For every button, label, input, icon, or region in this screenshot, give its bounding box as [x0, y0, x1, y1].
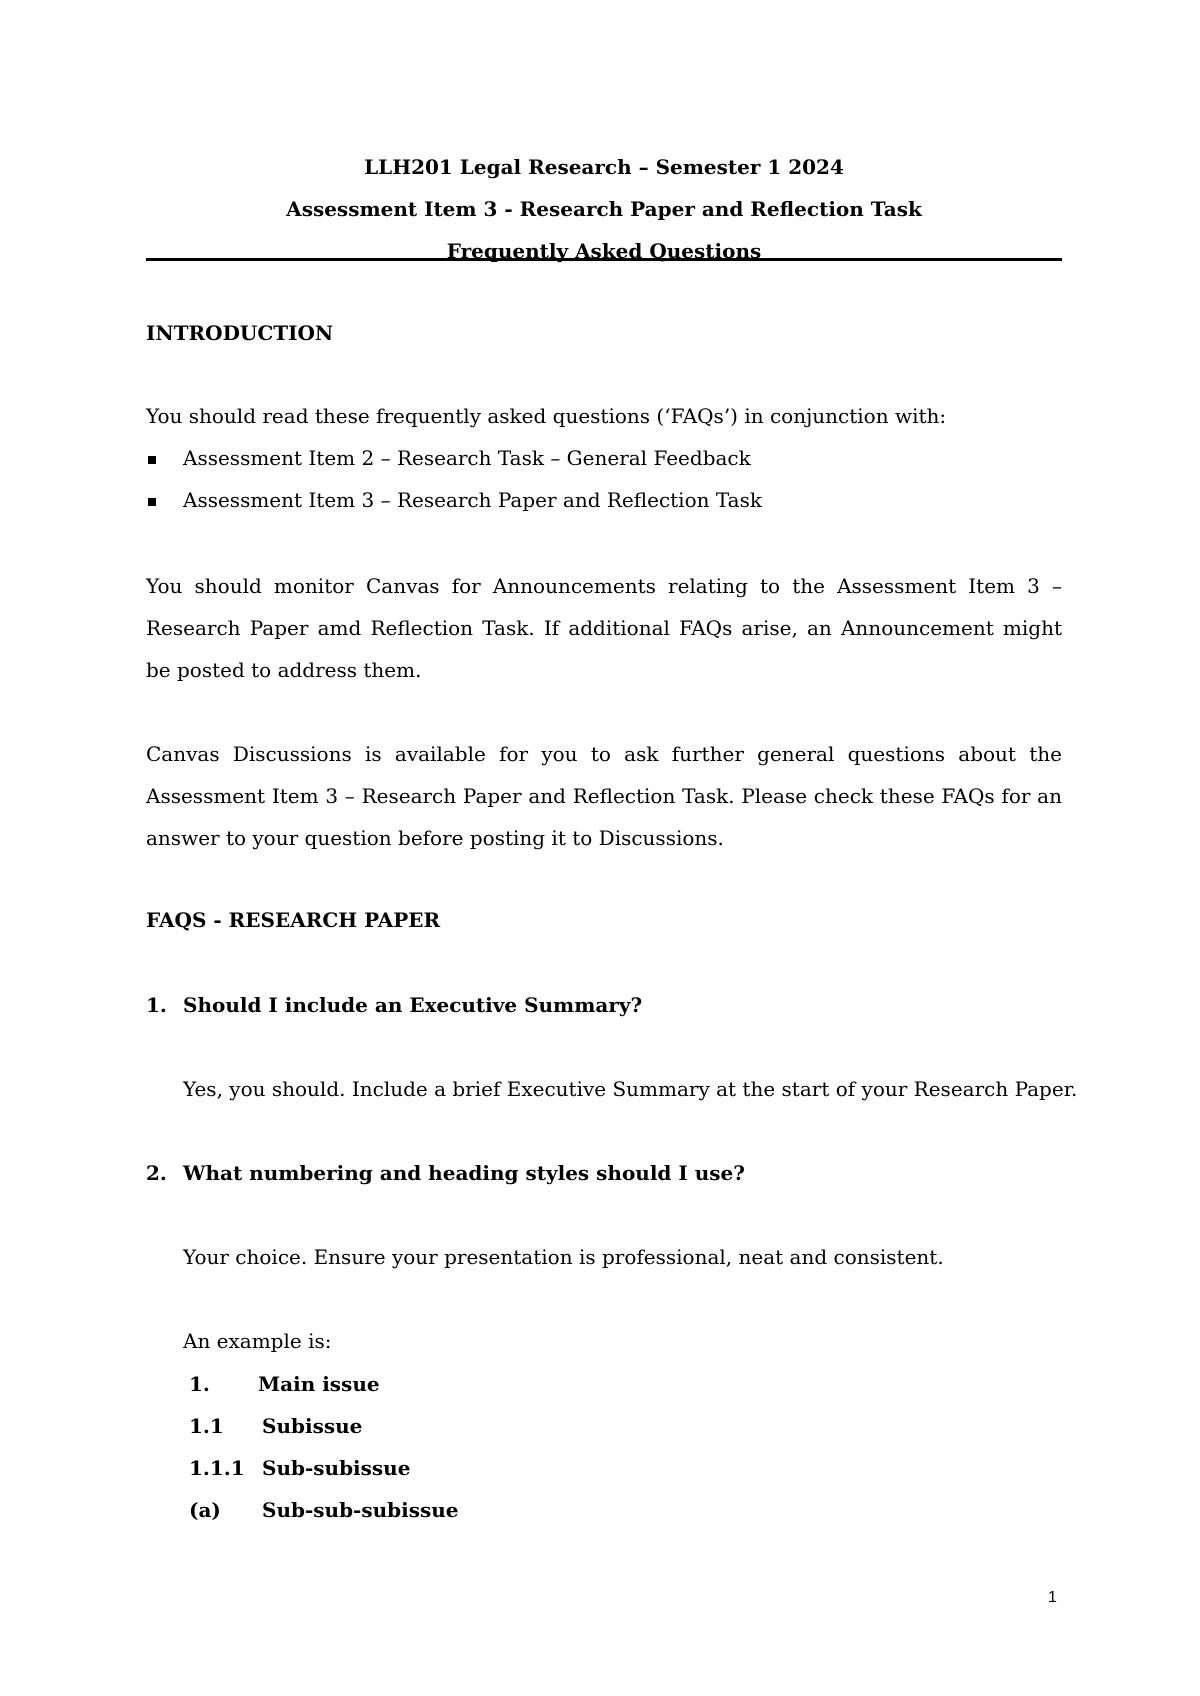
question-number: 2.	[146, 1161, 167, 1185]
bullet-item: Assessment Item 3 – Research Paper and Reflection Task	[183, 488, 762, 512]
bullet-icon	[148, 498, 156, 506]
document-title: LLH201 Legal Research – Semester 1 2024	[364, 155, 844, 179]
example-item-label: Sub-sub-subissue	[262, 1498, 459, 1522]
question-text: What numbering and heading styles should I use?	[183, 1161, 745, 1185]
example-item-number: 1.	[189, 1372, 210, 1396]
paragraph-monitor-canvas: You should monitor Canvas for Announcements relating to the Assessment Item 3 – Research Paper amd Reflection Task. If additional FAQs arise, an Announcement might be posted to address them.	[146, 574, 1062, 682]
example-item-number: (a)	[189, 1498, 221, 1522]
example-intro: An example is:	[183, 1329, 332, 1353]
document-header	[146, 146, 1062, 272]
paragraph-canvas-discussions: Canvas Discussions is available for you to ask further general questions about the Assessment Item 3 – Research Paper and Reflection Task. Please check these FAQs for an answer to your question before posting it to Discussions.	[146, 742, 1062, 850]
answer-text: Yes, you should. Include a brief Executive Summary at the start of your Research Paper.	[183, 1077, 1078, 1101]
document-subtitle: Assessment Item 3 - Research Paper and Reflection Task	[286, 197, 922, 221]
example-item-number: 1.1.1	[189, 1456, 245, 1480]
page-number: 1	[1048, 1589, 1057, 1606]
answer-text: Your choice. Ensure your presentation is professional, neat and consistent.	[183, 1245, 944, 1269]
bullet-item: Assessment Item 2 – Research Task – General Feedback	[183, 446, 751, 470]
document-type: Frequently Asked Questions	[446, 239, 762, 263]
introduction-heading: INTRODUCTION	[146, 321, 334, 345]
example-item-number: 1.1	[189, 1414, 224, 1438]
faqs-heading: FAQS - RESEARCH PAPER	[146, 908, 441, 932]
example-item-label: Subissue	[262, 1414, 363, 1438]
header-divider	[146, 258, 1062, 261]
example-item-label: Sub-subissue	[262, 1456, 411, 1480]
question-number: 1.	[146, 993, 167, 1017]
example-item-label: Main issue	[258, 1372, 380, 1396]
bullet-icon	[148, 456, 156, 464]
introduction-lead: You should read these frequently asked questions (‘FAQs’) in conjunction with:	[146, 404, 947, 428]
question-text: Should I include an Executive Summary?	[183, 993, 643, 1017]
